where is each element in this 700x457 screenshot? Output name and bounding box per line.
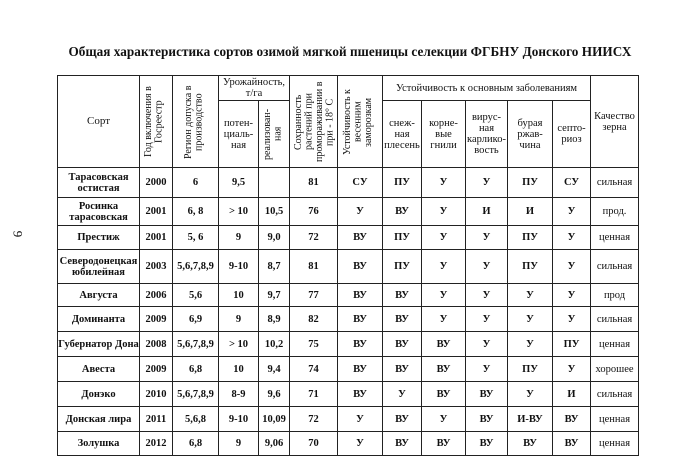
cell-rust: ВУ — [508, 432, 553, 456]
table-row — [58, 168, 639, 198]
cell-quality: сильная — [591, 307, 639, 332]
cell-rust: И — [508, 198, 553, 226]
cell-realized: 9,0 — [259, 226, 290, 250]
cell-root-rot: ВУ — [422, 357, 466, 382]
table-row — [58, 332, 639, 357]
cell-realized: 9,6 — [259, 382, 290, 407]
cell-root-rot: У — [422, 226, 466, 250]
header-yield-group: Урожайность, т/га — [219, 76, 290, 101]
cell-root-rot: У — [422, 307, 466, 332]
cell-potential: 9 — [219, 226, 259, 250]
cell-preservation: 81 — [290, 168, 338, 198]
header-septoria: септо-риоз — [553, 101, 591, 168]
cell-potential: 9 — [219, 307, 259, 332]
cell-septoria: У — [553, 226, 591, 250]
header-snow-mold: снеж-ная плесень — [383, 101, 422, 168]
cell-realized: 9,06 — [259, 432, 290, 456]
cell-region: 5,6,8 — [173, 407, 219, 432]
cell-quality: сильная — [591, 168, 639, 198]
cell-sort: Росинка тарасовская — [58, 198, 140, 226]
table-row — [58, 250, 639, 284]
cell-potential: 8-9 — [219, 382, 259, 407]
cell-realized: 8,9 — [259, 307, 290, 332]
cell-viral: У — [466, 226, 508, 250]
cell-realized: 10,09 — [259, 407, 290, 432]
cell-snow-mold: ПУ — [383, 226, 422, 250]
cell-frost: ВУ — [338, 284, 383, 307]
cell-preservation: 74 — [290, 357, 338, 382]
cell-year: 2008 — [140, 332, 173, 357]
cell-sort: Доминанта — [58, 307, 140, 332]
cell-snow-mold: ВУ — [383, 357, 422, 382]
cell-quality: ценная — [591, 407, 639, 432]
cell-preservation: 71 — [290, 382, 338, 407]
cell-root-rot: У — [422, 250, 466, 284]
cell-quality: сильная — [591, 250, 639, 284]
cell-potential: > 10 — [219, 332, 259, 357]
cell-quality: ценная — [591, 226, 639, 250]
cell-septoria: У — [553, 198, 591, 226]
cell-quality: ценная — [591, 432, 639, 456]
cell-region: 6,9 — [173, 307, 219, 332]
cell-region: 5,6,7,8,9 — [173, 250, 219, 284]
cell-frost: У — [338, 407, 383, 432]
table-row — [58, 432, 639, 456]
cell-snow-mold: ВУ — [383, 307, 422, 332]
cell-region: 5,6,7,8,9 — [173, 332, 219, 357]
cell-preservation: 70 — [290, 432, 338, 456]
cell-viral: У — [466, 284, 508, 307]
cell-quality: хорошее — [591, 357, 639, 382]
cell-snow-mold: ВУ — [383, 198, 422, 226]
table-row — [58, 382, 639, 407]
cell-region: 5,6 — [173, 284, 219, 307]
cell-viral: ВУ — [466, 432, 508, 456]
cell-root-rot: У — [422, 168, 466, 198]
cell-rust: ПУ — [508, 357, 553, 382]
cell-region: 6,8 — [173, 432, 219, 456]
cell-potential: 9-10 — [219, 250, 259, 284]
cell-rust: ПУ — [508, 250, 553, 284]
cell-quality: ценная — [591, 332, 639, 357]
cell-septoria: У — [553, 250, 591, 284]
varieties-table — [57, 75, 639, 456]
cell-frost: У — [338, 198, 383, 226]
header-preservation: Сохранность растений при промораживании в при - 18° С — [290, 76, 338, 168]
cell-viral: У — [466, 168, 508, 198]
cell-potential: 10 — [219, 284, 259, 307]
header-sort: Сорт — [58, 76, 140, 168]
cell-sort: Губернатор Дона — [58, 332, 140, 357]
cell-region: 5, 6 — [173, 226, 219, 250]
cell-year: 2006 — [140, 284, 173, 307]
cell-potential: 9 — [219, 432, 259, 456]
cell-snow-mold: У — [383, 382, 422, 407]
cell-root-rot: ВУ — [422, 432, 466, 456]
cell-root-rot: У — [422, 284, 466, 307]
cell-rust: И-ВУ — [508, 407, 553, 432]
cell-frost: ВУ — [338, 307, 383, 332]
cell-year: 2000 — [140, 168, 173, 198]
header-rust: бурая ржав-чина — [508, 101, 553, 168]
header-frost: Устойчивость к весенним заморозкам — [338, 76, 383, 168]
cell-viral: ВУ — [466, 407, 508, 432]
cell-region: 6 — [173, 168, 219, 198]
cell-realized — [259, 168, 290, 198]
cell-realized: 9,4 — [259, 357, 290, 382]
cell-preservation: 75 — [290, 332, 338, 357]
cell-frost: ВУ — [338, 382, 383, 407]
table-row — [58, 357, 639, 382]
cell-rust: У — [508, 284, 553, 307]
cell-region: 6,8 — [173, 357, 219, 382]
table-row — [58, 307, 639, 332]
cell-root-rot: ВУ — [422, 382, 466, 407]
cell-frost: ВУ — [338, 357, 383, 382]
cell-sort: Донская лира — [58, 407, 140, 432]
cell-sort: Золушка — [58, 432, 140, 456]
cell-septoria: У — [553, 284, 591, 307]
cell-potential: > 10 — [219, 198, 259, 226]
header-disease-group: Устойчивость к основным заболеваниям — [383, 76, 591, 101]
cell-frost: ВУ — [338, 250, 383, 284]
cell-septoria: У — [553, 357, 591, 382]
cell-preservation: 77 — [290, 284, 338, 307]
cell-frost: СУ — [338, 168, 383, 198]
cell-snow-mold: ПУ — [383, 250, 422, 284]
cell-septoria: ВУ — [553, 407, 591, 432]
table-row — [58, 284, 639, 307]
cell-viral: У — [466, 357, 508, 382]
cell-viral: У — [466, 307, 508, 332]
cell-potential: 10 — [219, 357, 259, 382]
cell-region: 5,6,7,8,9 — [173, 382, 219, 407]
cell-rust: У — [508, 307, 553, 332]
cell-root-rot: У — [422, 407, 466, 432]
cell-sort: Престиж — [58, 226, 140, 250]
cell-septoria: У — [553, 307, 591, 332]
cell-realized: 10,5 — [259, 198, 290, 226]
cell-year: 2009 — [140, 307, 173, 332]
cell-quality: сильная — [591, 382, 639, 407]
cell-year: 2001 — [140, 198, 173, 226]
cell-realized: 10,2 — [259, 332, 290, 357]
cell-rust: У — [508, 382, 553, 407]
header-yield-potential: потен-циаль-ная — [219, 101, 259, 168]
cell-frost: ВУ — [338, 226, 383, 250]
cell-quality: прод — [591, 284, 639, 307]
cell-sort: Августа — [58, 284, 140, 307]
cell-snow-mold: ВУ — [383, 407, 422, 432]
cell-septoria: И — [553, 382, 591, 407]
cell-rust: ПУ — [508, 168, 553, 198]
cell-viral: И — [466, 198, 508, 226]
cell-quality: прод. — [591, 198, 639, 226]
table-row — [58, 198, 639, 226]
cell-viral: У — [466, 250, 508, 284]
header-region: Регион допуска в производство — [173, 76, 219, 168]
page-number: 9 — [10, 230, 26, 238]
cell-region: 6, 8 — [173, 198, 219, 226]
cell-preservation: 76 — [290, 198, 338, 226]
cell-year: 2012 — [140, 432, 173, 456]
cell-year: 2001 — [140, 226, 173, 250]
cell-frost: ВУ — [338, 332, 383, 357]
cell-sort: Донэко — [58, 382, 140, 407]
cell-preservation: 72 — [290, 226, 338, 250]
cell-sort: Тарасовская остистая — [58, 168, 140, 198]
cell-root-rot: ВУ — [422, 332, 466, 357]
cell-year: 2003 — [140, 250, 173, 284]
header-viral: вирус-ная карлико-вость — [466, 101, 508, 168]
table-row — [58, 226, 639, 250]
cell-frost: У — [338, 432, 383, 456]
document-title: Общая характеристика сортов озимой мягкой пшеницы селекции ФГБНУ Донского НИИСХ — [68, 44, 632, 59]
table-body — [58, 168, 639, 456]
cell-year: 2011 — [140, 407, 173, 432]
cell-snow-mold: ВУ — [383, 332, 422, 357]
cell-year: 2009 — [140, 357, 173, 382]
cell-septoria: ВУ — [553, 432, 591, 456]
cell-snow-mold: ВУ — [383, 284, 422, 307]
cell-preservation: 81 — [290, 250, 338, 284]
cell-snow-mold: ВУ — [383, 432, 422, 456]
header-year: Год включения в Госреестр — [140, 76, 173, 168]
header-yield-realized: реализован-ная — [259, 101, 290, 168]
cell-year: 2010 — [140, 382, 173, 407]
cell-realized: 9,7 — [259, 284, 290, 307]
cell-realized: 8,7 — [259, 250, 290, 284]
header-quality: Качество зерна — [591, 76, 639, 168]
cell-rust: ПУ — [508, 226, 553, 250]
cell-sort: Северодонецкая юбилейная — [58, 250, 140, 284]
cell-preservation: 72 — [290, 407, 338, 432]
cell-potential: 9,5 — [219, 168, 259, 198]
cell-potential: 9-10 — [219, 407, 259, 432]
cell-sort: Авеста — [58, 357, 140, 382]
table-row — [58, 407, 639, 432]
cell-snow-mold: ПУ — [383, 168, 422, 198]
cell-septoria: ПУ — [553, 332, 591, 357]
header-root-rot: корне-вые гнили — [422, 101, 466, 168]
cell-rust: У — [508, 332, 553, 357]
cell-septoria: СУ — [553, 168, 591, 198]
cell-preservation: 82 — [290, 307, 338, 332]
cell-viral: У — [466, 332, 508, 357]
cell-root-rot: У — [422, 198, 466, 226]
cell-viral: ВУ — [466, 382, 508, 407]
